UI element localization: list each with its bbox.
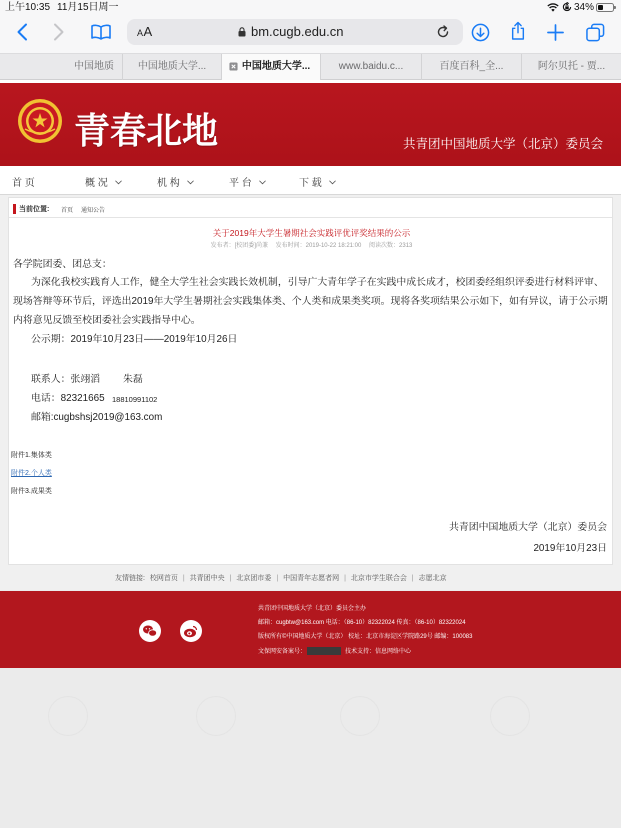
- forward-chevron-icon[interactable]: [53, 23, 65, 41]
- bookmarks-book-icon[interactable]: [91, 24, 111, 40]
- watermark: [490, 696, 530, 736]
- chevron-down-icon: [187, 180, 194, 185]
- link-separator: |: [411, 575, 414, 582]
- site-footer: [0, 591, 621, 668]
- tech-support: 技术支持：信息网络中心: [345, 649, 412, 655]
- browser-tab[interactable]: [122, 54, 221, 80]
- friend-link[interactable]: 共青团中央: [189, 575, 225, 582]
- article-panel: [8, 197, 613, 565]
- status-date: 11月15日周一: [57, 2, 119, 13]
- article-publisher: 发布者：[校团委]尚兼: [210, 243, 268, 249]
- browser-tab[interactable]: [521, 54, 621, 80]
- contact-name: 张翊滔: [70, 374, 101, 385]
- status-bar: [0, 0, 621, 16]
- contact-phone: [31, 393, 105, 405]
- close-tab-icon[interactable]: [229, 62, 238, 71]
- new-tab-plus-icon[interactable]: [547, 24, 564, 41]
- link-separator: |: [344, 575, 346, 582]
- tab-strip: [0, 53, 621, 80]
- address-bar[interactable]: [127, 19, 463, 45]
- article-title: 关于2019年大学生暑期社会实践评优评奖结果的公示: [212, 228, 411, 238]
- nav-item-label: 机 构: [157, 178, 180, 189]
- status-time: 上午10:35: [5, 2, 51, 13]
- attachment-link[interactable]: 附件3.成果类: [11, 488, 52, 495]
- article-body-line: 现场答辩等环节后，评选出2019年大学生暑期社会实践集体类、个人类和成果类奖项。现将各奖项结果公示如下，如有异议，请于公示期: [13, 296, 608, 307]
- page-bottom-area: [0, 668, 621, 828]
- tab-label: 中国地质大学...: [241, 61, 311, 72]
- contact-person: [31, 374, 100, 386]
- tabs-overview-icon[interactable]: [586, 23, 605, 42]
- phone-number: 82321665: [60, 393, 105, 404]
- friend-links: [115, 573, 450, 583]
- web-page: [0, 80, 621, 828]
- chevron-down-icon: [115, 180, 122, 185]
- browser-tab[interactable]: [0, 54, 122, 80]
- signature-org: 共青团中国地质大学（北京）委员会: [448, 522, 607, 533]
- divider: [9, 217, 613, 218]
- nav-item-label: 首 页: [12, 178, 35, 189]
- chevron-down-icon: [259, 180, 266, 185]
- weibo-icon[interactable]: [180, 620, 202, 642]
- battery-percent: 34%: [574, 2, 595, 13]
- url-text[interactable]: bm.cugb.edu.cn: [251, 24, 344, 39]
- phone-label: 电话：: [31, 393, 61, 404]
- link-separator: |: [229, 575, 232, 582]
- tab-label: 中国地质: [74, 61, 114, 72]
- attachment-link[interactable]: 附件2.个人类: [11, 470, 52, 477]
- browser-tab[interactable]: [421, 54, 521, 80]
- footer-host: 共青团中国地质大学（北京）委员会主办: [258, 606, 367, 612]
- friend-links-bar: [0, 568, 621, 590]
- nav-item-home[interactable]: [12, 174, 35, 189]
- tab-label: 阿尔贝托 - 贾...: [537, 61, 606, 72]
- orientation-lock-icon: [562, 2, 572, 12]
- breadcrumb-link-home[interactable]: 首页: [61, 208, 74, 214]
- battery-icon: [596, 3, 614, 12]
- footer-contact: 邮箱：cugbtw@163.com 电话：（86-10）82322024 传真：（86-10）82322024: [258, 620, 466, 626]
- site-header-banner: [0, 83, 621, 166]
- lock-icon: [238, 27, 246, 37]
- download-icon[interactable]: [471, 23, 490, 42]
- link-separator: |: [182, 575, 185, 582]
- browser-tab[interactable]: [320, 54, 421, 80]
- publicity-period: 公示期：2019年10月23日——2019年10月26日: [31, 334, 238, 345]
- battery-nub: [614, 6, 616, 9]
- reload-icon[interactable]: [436, 25, 450, 39]
- nav-item-download[interactable]: [299, 174, 336, 189]
- article-body-line: 内将意见反馈至校团委社会实践指导中心。: [13, 315, 201, 326]
- browser-tab-active[interactable]: [221, 54, 320, 80]
- text-size-button[interactable]: AA: [137, 24, 153, 39]
- link-separator: |: [276, 575, 279, 582]
- nav-item-label: 概 况: [85, 178, 108, 189]
- friend-links-label: 友情链接:: [115, 575, 145, 582]
- article-meta: [9, 240, 613, 249]
- watermark: [196, 696, 236, 736]
- watermark: [48, 696, 88, 736]
- phone-number-mobile: 18810991102: [112, 395, 158, 404]
- main-nav: [0, 166, 621, 195]
- wechat-icon[interactable]: [139, 620, 161, 642]
- site-brand-title[interactable]: 青春北地: [74, 110, 219, 152]
- nav-item-platform[interactable]: [229, 174, 266, 189]
- browser-chrome: [0, 0, 621, 53]
- chevron-down-icon: [329, 180, 336, 185]
- article-view-count: 阅读次数：2313: [369, 243, 413, 249]
- wifi-icon: [547, 3, 559, 12]
- nav-item-overview[interactable]: [85, 174, 122, 189]
- nav-item-label: 下 载: [299, 178, 322, 189]
- nav-item-organization[interactable]: [157, 174, 194, 189]
- footer-address: 版权所有©中国地质大学（北京） 校址：北京市海淀区学院路29号 邮编：100083: [258, 634, 473, 640]
- friend-link[interactable]: 北京团市委: [236, 575, 272, 582]
- breadcrumb-label: 当前位置:: [19, 206, 50, 213]
- nav-item-label: 平 台: [229, 178, 252, 189]
- site-org-name: 共青团中国地质大学（北京）委员会: [402, 137, 603, 151]
- signature-date: 2019年10月23日: [533, 543, 607, 554]
- article-greeting: 各学院团委、团总支：: [13, 259, 112, 270]
- back-chevron-icon[interactable]: [16, 23, 28, 41]
- record-label: 文保网安备案号：: [258, 649, 307, 655]
- article-publish-time: 发布时间：2019-10-22 18:21:00: [275, 243, 362, 249]
- contact-label: 联系人：: [31, 374, 71, 385]
- friend-link[interactable]: 校网首页: [149, 575, 178, 582]
- battery-level-fill: [598, 5, 603, 10]
- breadcrumb-link-notices[interactable]: 通知公告: [81, 208, 106, 214]
- breadcrumb-marker: [13, 204, 16, 214]
- article-body-line: 为深化我校实践育人工作，健全大学生社会实践长效机制，引导广大青年学子在实践中成长成才，校团委经组织评委进行材料评审、: [31, 277, 604, 288]
- watermark: [340, 696, 380, 736]
- friend-link[interactable]: 志愿北京: [418, 575, 447, 582]
- attachment-link[interactable]: 附件1.集体类: [11, 452, 52, 459]
- tab-label: www.baidu.c...: [338, 61, 404, 72]
- contact-name: 朱磊: [123, 374, 143, 385]
- share-icon[interactable]: [510, 21, 526, 41]
- tab-label: 中国地质大学...: [137, 61, 207, 72]
- redacted-record-number: [307, 647, 341, 655]
- contact-email: 邮箱:cugbshsj2019@163.com: [31, 412, 163, 423]
- friend-link[interactable]: 北京市学生联合会: [350, 575, 407, 582]
- footer-record: [258, 647, 411, 656]
- friend-link[interactable]: 中国青年志愿者网: [283, 575, 340, 582]
- cyl-emblem-logo[interactable]: [17, 98, 63, 144]
- tab-label: 百度百科_全...: [439, 61, 504, 72]
